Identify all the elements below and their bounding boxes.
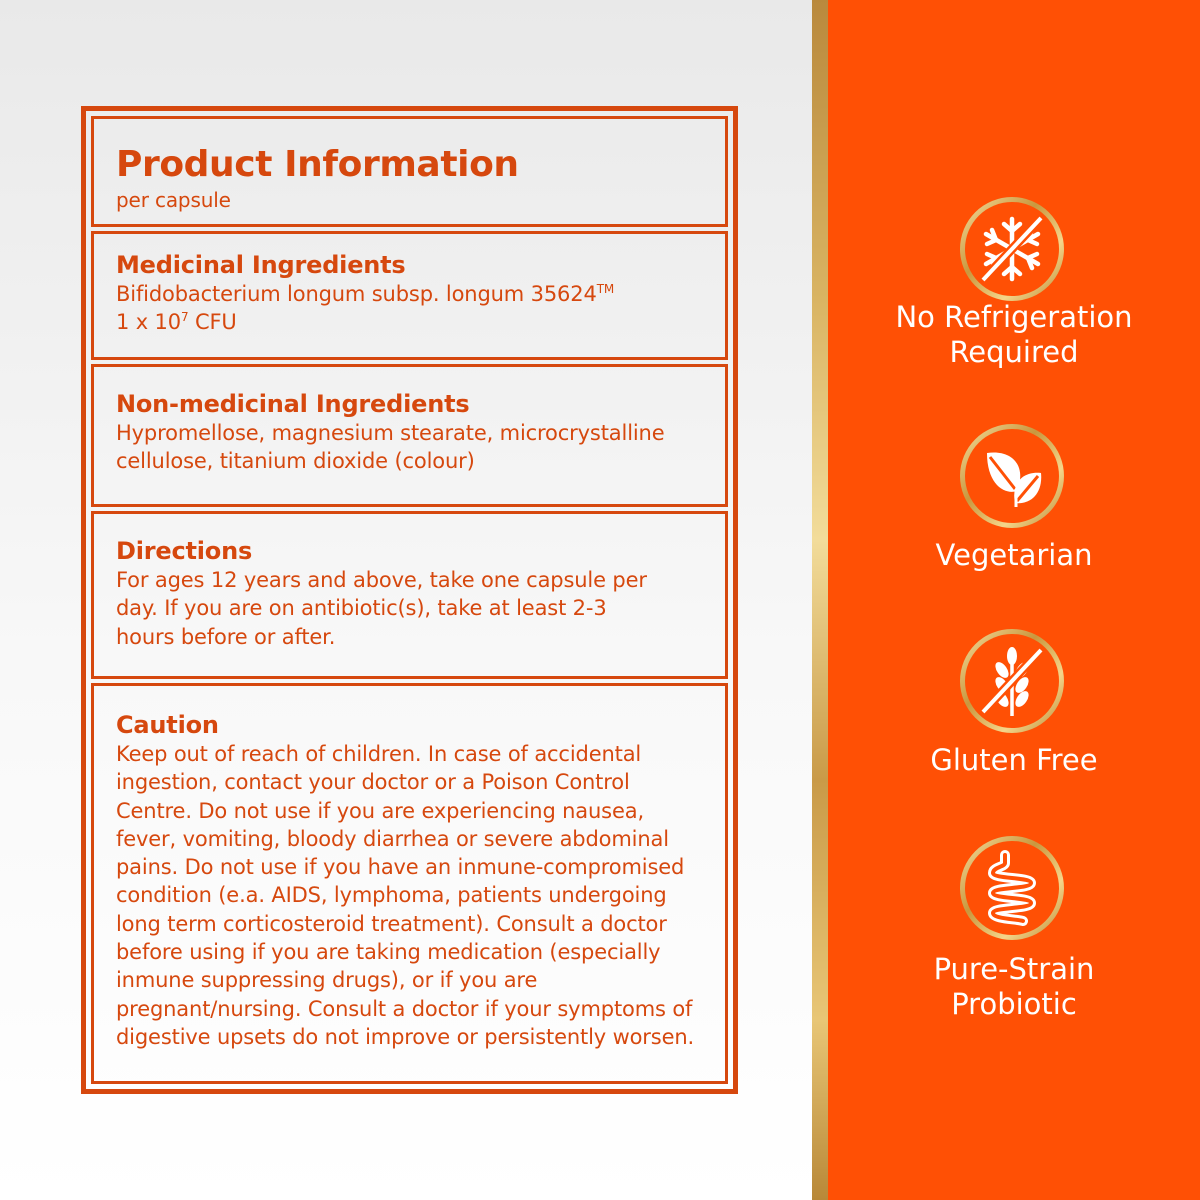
caution-heading: Caution bbox=[116, 711, 219, 739]
non-medicinal-ingredients-heading: Non-medicinal Ingredients bbox=[116, 390, 470, 418]
vegetarian-badge bbox=[960, 424, 1064, 528]
feature-label-no-refrigeration: No Refrigeration Required bbox=[895, 300, 1133, 369]
feature-label-gluten-free: Gluten Free bbox=[930, 743, 1098, 777]
gold-divider-stripe bbox=[812, 0, 828, 1200]
strain-name: Bifidobacterium longum subsp. longum 35624 bbox=[116, 282, 597, 306]
non-medicinal-ingredients-text: Hypromellose, magnesium stearate, microcrystalline cellulose, titanium dioxide (colour) bbox=[116, 421, 665, 474]
non-medicinal-ingredients-section bbox=[91, 364, 728, 507]
no-refrigeration-badge bbox=[960, 197, 1064, 301]
feature-label-pure-strain: Pure-Strain Probiotic bbox=[933, 952, 1095, 1021]
page-subtitle: per capsule bbox=[116, 188, 231, 212]
directions-heading: Directions bbox=[116, 537, 253, 565]
title-section bbox=[91, 116, 728, 227]
page-title: Product Information bbox=[116, 144, 519, 185]
intestine-icon bbox=[965, 841, 1059, 935]
medicinal-ingredients-section bbox=[91, 231, 728, 360]
dose-prefix: 1 x 10 bbox=[116, 310, 181, 335]
medicinal-ingredient-dose bbox=[116, 308, 709, 336]
caution-section bbox=[91, 683, 728, 1084]
medicinal-ingredients-heading: Medicinal Ingredients bbox=[116, 251, 406, 279]
no-wheat-icon bbox=[965, 634, 1059, 728]
dose-exponent: 7 bbox=[180, 310, 189, 325]
medicinal-ingredient-strain bbox=[116, 280, 709, 308]
pure-strain-badge bbox=[960, 836, 1064, 940]
gluten-free-badge bbox=[960, 629, 1064, 733]
product-information-panel bbox=[81, 106, 738, 1094]
no-snowflake-icon bbox=[965, 202, 1059, 296]
leaves-icon bbox=[965, 429, 1059, 523]
caution-text: Keep out of reach of children. In case of accidental ingestion, contact your doctor or a Poison Control Centre. Do not use if you are experiencing nausea, fever, vomiting, bloody diarrhea or severe abdominal pains. Do not use if you have an inmune-compromised condition (e.a. AIDS, lymphoma, patients undergoing long term corticosteroid treatment). Consult a doctor before using if you are taking medication (especially inmune suppressing drugs), or if you are pregnant/nursing. Consult a doctor if your symptoms of digestive upsets do not improve or persistently worsen. bbox=[116, 742, 695, 1049]
dose-unit: CFU bbox=[188, 310, 237, 335]
directions-section bbox=[91, 511, 728, 679]
directions-text: For ages 12 years and above, take one capsule per day. If you are on antibiotic(s), take at least 2-3 hours before or after. bbox=[116, 568, 647, 649]
features-panel bbox=[828, 0, 1200, 1200]
feature-label-vegetarian: Vegetarian bbox=[935, 538, 1093, 572]
trademark-mark: TM bbox=[596, 282, 615, 296]
